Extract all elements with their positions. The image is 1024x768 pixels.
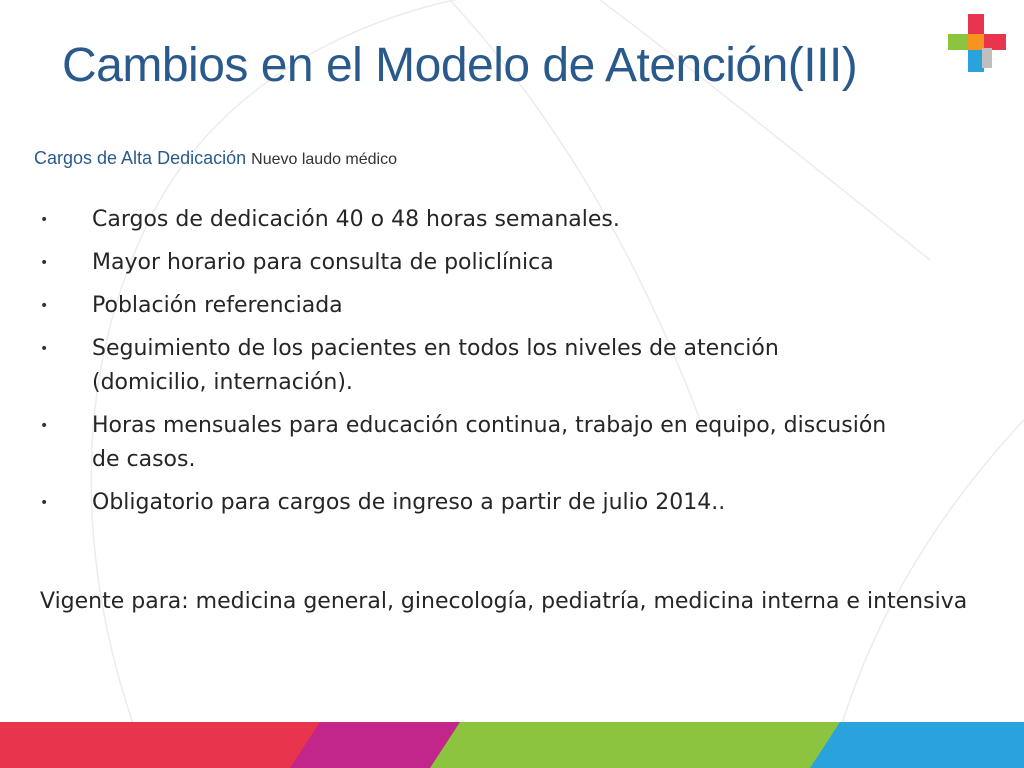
bullet-text: Horas mensuales para educación continua, trabajo en equipo, discusión de casos. — [92, 413, 887, 472]
bullet-text: Mayor horario para consulta de policlínica — [92, 250, 554, 275]
bullet-item — [40, 332, 900, 400]
bullet-marker: • — [40, 212, 49, 228]
bullet-marker: • — [40, 298, 49, 314]
bullet-marker: • — [40, 341, 49, 357]
bullet-text: Obligatorio para cargos de ingreso a partir de julio 2014.. — [92, 490, 726, 515]
bullet-item — [40, 409, 900, 477]
bullet-list — [40, 203, 900, 529]
applicability-note: Vigente para: medicina general, ginecología, pediatría, medicina interna e intensiva — [40, 589, 968, 614]
bullet-marker: • — [40, 418, 49, 434]
bullet-item — [40, 289, 900, 323]
bullet-text: Cargos de dedicación 40 o 48 horas semanales. — [92, 207, 620, 232]
subtitle-main: Cargos de Alta Dedicación — [34, 148, 247, 168]
bullet-text: Población referenciada — [92, 293, 343, 318]
bullet-marker: • — [40, 255, 49, 271]
bullet-item — [40, 246, 900, 280]
bullet-text: Seguimiento de los pacientes en todos los niveles de atención (domicilio, internación). — [92, 336, 779, 395]
bullet-item — [40, 486, 900, 520]
bullet-marker: • — [40, 495, 49, 511]
slide-title: Cambios en el Modelo de Atención(III) — [62, 39, 858, 92]
slide-subtitle — [34, 148, 397, 169]
subtitle-secondary: Nuevo laudo médico — [251, 151, 398, 168]
decorative-color-band — [0, 722, 1024, 768]
cross-logo-icon — [946, 12, 1008, 74]
bullet-item — [40, 203, 900, 237]
